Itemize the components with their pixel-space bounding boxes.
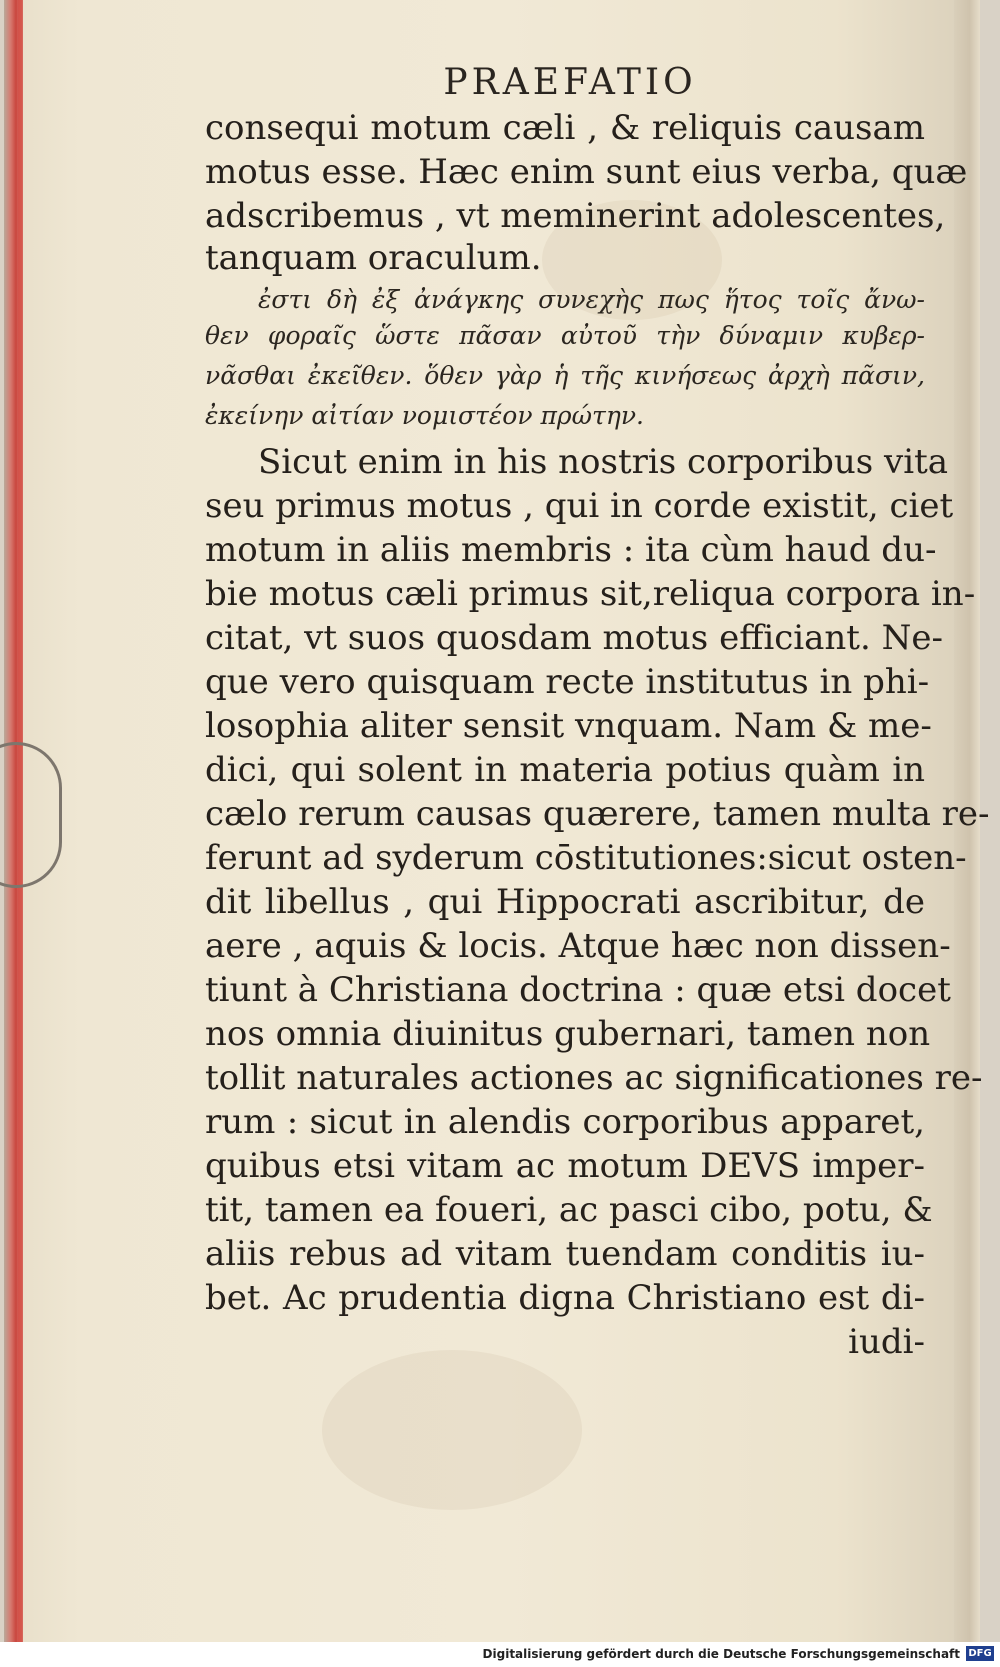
text-line: aere , aquis & locis. Atque hæc non dissen- bbox=[205, 926, 951, 966]
text-line: tanquam oraculum. bbox=[205, 238, 542, 278]
text-line: tollit naturales actiones ac significationes re- bbox=[205, 1058, 983, 1098]
text-line: dici, qui solent in materia potius quàm in bbox=[205, 750, 925, 790]
text-line: ferunt ad syderum cōstitutiones:sicut osten- bbox=[205, 838, 967, 878]
text-line: tit, tamen ea foueri, ac pasci cibo, potu, & bbox=[205, 1190, 933, 1230]
text-line: tiunt à Christiana doctrina : quæ etsi docet bbox=[205, 970, 951, 1010]
text-line: rum : sicut in alendis corporibus apparet, bbox=[205, 1102, 925, 1142]
text-line: adscribemus , vt meminerint adolescentes, bbox=[205, 196, 946, 236]
greek-quote-line: νᾶσθαι ἐκεῖθεν. ὅθεν γὰρ ἡ τῆς κινήσεως ἀρχὴ πᾶσιν, bbox=[205, 361, 925, 390]
text-line: bet. Ac prudentia digna Christiano est di- bbox=[205, 1278, 925, 1318]
greek-quote-line: ἐστι δὴ ἐξ ἀνάγκης συνεχὴς πως ἥτος τοῖς ἄνω- bbox=[258, 285, 925, 314]
running-header: PRAEFATIO bbox=[443, 62, 697, 103]
text-line: aliis rebus ad vitam tuendam conditis iu- bbox=[205, 1234, 925, 1274]
text-line: dit libellus , qui Hippocrati ascribitur, de bbox=[205, 882, 925, 922]
text-line: quibus etsi vitam ac motum DEVS imper- bbox=[205, 1146, 925, 1186]
text-line: losophia aliter sensit vnquam. Nam & me- bbox=[205, 706, 932, 746]
text-line: bie motus cæli primus sit,reliqua corpora in- bbox=[205, 574, 976, 614]
text-line: consequi motum cæli , & reliquis causam bbox=[205, 108, 925, 148]
text-line: citat, vt suos quosdam motus efficiant. Ne- bbox=[205, 618, 943, 658]
greek-quote-line: ἐκείνην αἰτίαν νομιστέον πρώτην. bbox=[205, 401, 644, 430]
text-line: nos omnia diuinitus gubernari, tamen non bbox=[205, 1014, 931, 1054]
text-line: seu primus motus , qui in corde existit, ciet bbox=[205, 486, 954, 526]
funding-credit: Digitalisierung gefördert durch die Deutsche Forschungsgemeinschaft bbox=[482, 1647, 960, 1661]
dfg-logo-icon: DFG bbox=[966, 1646, 994, 1661]
footer-bar bbox=[0, 1642, 1000, 1667]
greek-quote-line: θεν φοραῖς ὥστε πᾶσαν αὐτοῦ τὴν δύναμιν κυβερ- bbox=[205, 321, 925, 350]
text-line: motus esse. Hæc enim sunt eius verba, quæ bbox=[205, 152, 968, 192]
text-line: cælo rerum causas quærere, tamen multa re- bbox=[205, 794, 990, 834]
text-line: Sicut enim in his nostris corporibus vita bbox=[258, 442, 949, 482]
catchword: iudi- bbox=[848, 1322, 925, 1362]
text-line: que vero quisquam recte institutus in phi- bbox=[205, 662, 930, 702]
text-line: motum in aliis membris : ita cùm haud du- bbox=[205, 530, 937, 570]
